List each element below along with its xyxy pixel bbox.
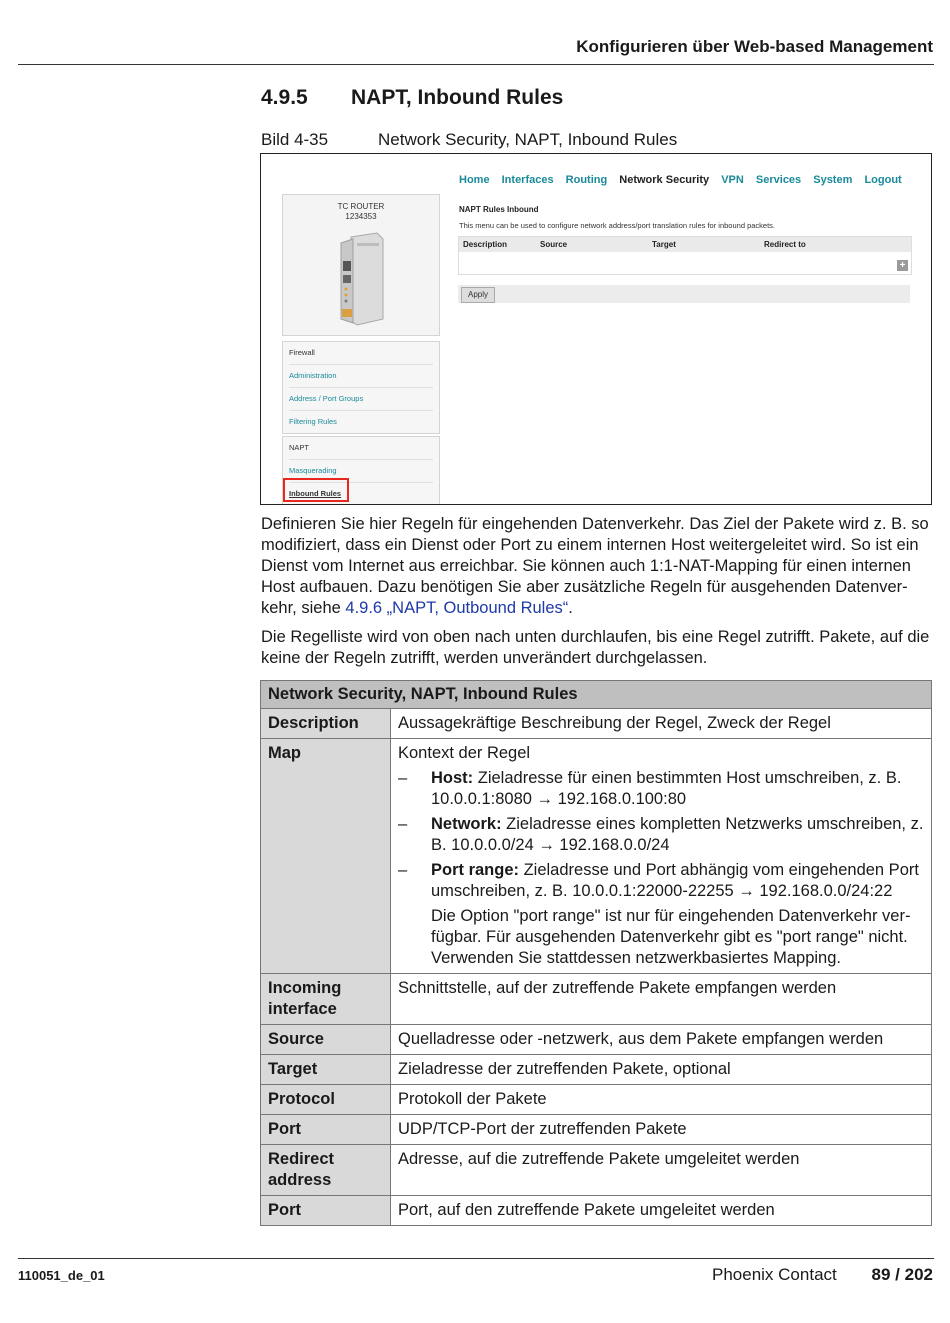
figure-label: Bild 4-35 [261, 130, 329, 149]
param-name: Protocol [261, 1085, 391, 1115]
param-description: UDP/TCP-Port der zutreffenden Pakete [391, 1115, 932, 1145]
sidebar-firewall-heading: Firewall [289, 348, 315, 357]
apply-bar [458, 285, 910, 303]
param-description: Protokoll der Pakete [391, 1085, 932, 1115]
apply-button[interactable]: Apply [461, 287, 495, 303]
figure-screenshot [260, 153, 932, 505]
header-rule [18, 64, 934, 65]
table-row [261, 739, 932, 974]
section-title: NAPT, Inbound Rules [351, 86, 564, 109]
col-source: Source [540, 240, 568, 249]
paragraph-rule-order: Die Regelliste wird von oben nach unten durchlaufen, bis eine Regel zutrifft. Pakete, auf die keine der Regeln zutrifft, werden unverändert durchgelassen. [261, 628, 930, 667]
dash-marker: – [398, 769, 408, 787]
parameter-table [260, 680, 932, 1226]
outbound-rules-link[interactable]: 4.9.6 „NAPT, Outbound Rules“ [345, 599, 569, 617]
rules-table [458, 236, 912, 275]
nav-system[interactable]: System [813, 174, 853, 186]
bullet-text: Zieladresse für einen bestimmten Host umschreiben, z. B. 10.0.0.1:8080 → 192.168.0.100:80 [431, 769, 902, 808]
panel-title: NAPT Rules Inbound [459, 205, 539, 214]
table-row [261, 1055, 932, 1085]
param-name: Target [261, 1055, 391, 1085]
param-name: Map [261, 739, 391, 974]
param-name: Port [261, 1196, 391, 1226]
bullet-text: Zieladresse und Port abhängig vom eingehenden Port umschreiben, z. B. 10.0.0.1:22000-22255 → 192.168.0.0/24:22 [431, 861, 919, 900]
table-row [261, 1145, 932, 1196]
bullet-term: Port range: [431, 861, 520, 879]
device-name: TC ROUTER [337, 202, 385, 211]
panel-description: This menu can be used to configure network address/port translation rules for inbound packets. [459, 221, 776, 230]
nav-services[interactable]: Services [755, 174, 802, 186]
footer-doc-code: 110051_de_01 [18, 1268, 105, 1283]
param-description: Quelladresse oder -netzwerk, aus dem Pakete empfangen werden [391, 1025, 932, 1055]
nav-vpn[interactable]: VPN [721, 174, 744, 186]
table-row [261, 1115, 932, 1145]
param-name: Port [261, 1115, 391, 1145]
sidebar-item-inbound-rules[interactable]: Inbound Rules [289, 482, 433, 505]
table-row [261, 1085, 932, 1115]
sidebar-napt-heading: NAPT [289, 443, 310, 452]
bullet-term: Host: [431, 769, 474, 787]
paragraph-intro [261, 514, 931, 619]
sidebar-firewall [282, 341, 440, 434]
param-name: Description [261, 709, 391, 739]
nav-network-security[interactable]: Network Security [619, 174, 710, 186]
map-intro: Kontext der Regel [398, 744, 531, 762]
col-description: Description [463, 240, 508, 249]
rules-table-header [459, 237, 911, 252]
bullet-term: Network: [431, 815, 502, 833]
device-panel [282, 194, 440, 336]
footer-page-number: 89 / 202 [871, 1265, 933, 1284]
param-description: Port, auf den zutreffende Pakete umgeleitet werden [391, 1196, 932, 1226]
add-rule-icon[interactable]: + [897, 260, 908, 271]
footer-rule [18, 1258, 934, 1259]
section-number: 4.9.5 [261, 86, 308, 109]
param-description: Aussagekräftige Beschreibung der Regel, Zweck der Regel [391, 709, 932, 739]
param-description: Adresse, auf die zutreffende Pakete umgeleitet werden [391, 1145, 932, 1196]
list-item [398, 814, 924, 856]
router-device-image [337, 231, 385, 327]
dash-marker: – [398, 861, 408, 879]
table-heading-row [261, 681, 932, 709]
footer-company: Phoenix Contact [712, 1265, 837, 1284]
nav-home[interactable]: Home [459, 174, 490, 186]
table-row [261, 1025, 932, 1055]
paragraph-intro-text: Definieren Sie hier Regeln für eingehenden Datenverkehr. Das Ziel der Pakete wird z. B. so modifiziert, dass ein Dienst oder Port zu einem internen Host weitergeleitet wird. So ist ein Dienst vom Internet aus erreichbar. Sie können auch 1:1-NAT-Mapping für einen internen Host aufbauen. Dazu benötigen Sie aber zusätzliche Regeln für ausgehenden Datenver-kehr, siehe [261, 515, 929, 617]
param-description: Schnittstelle, auf der zutreffende Pakete empfangen werden [391, 974, 932, 1025]
port-range-note: Die Option "port range" ist nur für eingehenden Datenverkehr ver-fügbar. Für ausgehenden Datenverkehr gibt es "port range" nicht. Verwenden Sie stattdessen netzwerkbasiertes Mapping. [431, 907, 911, 967]
running-header: Konfigurieren über Web-based Management [576, 37, 933, 56]
list-item [398, 768, 924, 810]
table-row [261, 974, 932, 1025]
param-description: Zieladresse der zutreffenden Pakete, optional [391, 1055, 932, 1085]
dash-marker: – [398, 815, 408, 833]
param-name: Redirect address [261, 1145, 391, 1196]
param-name: Source [261, 1025, 391, 1055]
device-serial: 1234353 [345, 212, 377, 221]
bullet-text: Zieladresse eines kompletten Netzwerks umschreiben, z. B. 10.0.0.0/24 → 192.168.0.0/24 [431, 815, 924, 854]
figure-caption: Network Security, NAPT, Inbound Rules [378, 130, 678, 149]
col-redirect-to: Redirect to [764, 240, 806, 249]
col-target: Target [652, 240, 676, 249]
highlight-box [283, 478, 349, 502]
top-nav [459, 174, 911, 186]
nav-interfaces[interactable]: Interfaces [501, 174, 554, 186]
param-description [391, 739, 932, 974]
table-heading: Network Security, NAPT, Inbound Rules [261, 681, 932, 709]
paragraph-intro-suffix: . [568, 599, 573, 617]
sidebar-item-filtering-rules[interactable]: Filtering Rules [289, 410, 433, 433]
list-item [398, 860, 924, 902]
nav-logout[interactable]: Logout [864, 174, 902, 186]
table-row [261, 1196, 932, 1226]
table-row [261, 709, 932, 739]
nav-routing[interactable]: Routing [565, 174, 608, 186]
param-name: Incoming interface [261, 974, 391, 1025]
sidebar-item-address-port-groups[interactable]: Address / Port Groups [289, 387, 433, 410]
sidebar-item-masquerading[interactable]: Masquerading [289, 459, 433, 482]
sidebar-item-administration[interactable]: Administration [289, 364, 433, 387]
